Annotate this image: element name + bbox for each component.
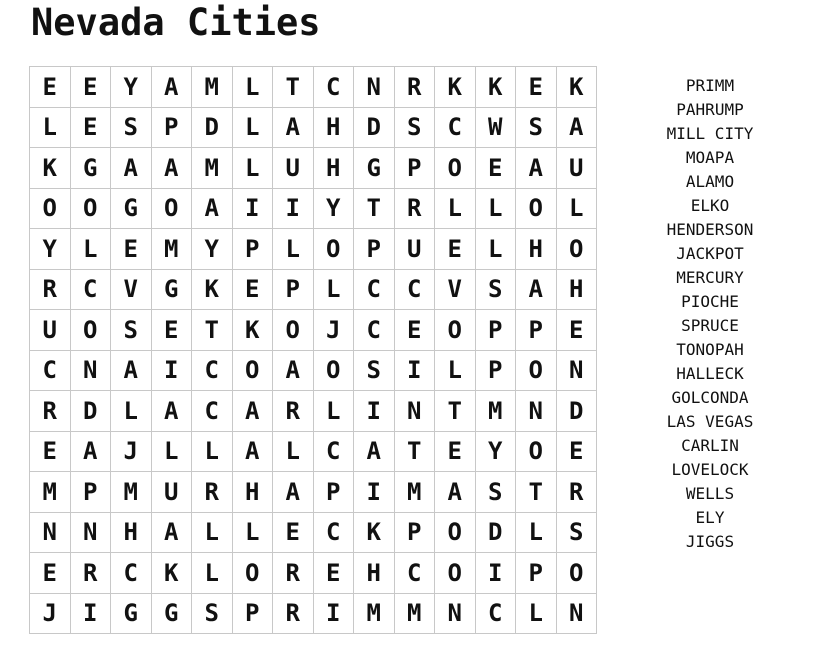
grid-cell[interactable]: C <box>435 107 476 148</box>
grid-cell[interactable]: N <box>516 391 557 432</box>
word-list-item: JACKPOT <box>676 244 744 263</box>
grid-cell[interactable]: C <box>394 553 435 594</box>
grid-cell[interactable]: K <box>151 553 192 594</box>
grid-cell[interactable]: A <box>273 107 314 148</box>
grid-cell[interactable]: R <box>556 472 597 513</box>
grid-cell[interactable]: K <box>192 269 233 310</box>
grid-cell[interactable]: N <box>30 512 71 553</box>
word-list-item: GOLCONDA <box>671 388 749 407</box>
grid-cell[interactable]: I <box>313 593 354 634</box>
grid-cell[interactable]: I <box>151 350 192 391</box>
grid-cell[interactable]: O <box>556 553 597 594</box>
grid-cell[interactable]: D <box>70 391 111 432</box>
grid-cell[interactable]: A <box>70 431 111 472</box>
grid-cell[interactable]: K <box>475 67 516 108</box>
grid-cell[interactable]: K <box>556 67 597 108</box>
grid-cell[interactable]: M <box>151 229 192 270</box>
grid-cell[interactable]: A <box>151 391 192 432</box>
grid-cell[interactable]: L <box>192 553 233 594</box>
grid-cell[interactable]: L <box>313 391 354 432</box>
grid-cell[interactable]: I <box>354 391 395 432</box>
grid-cell[interactable]: M <box>30 472 71 513</box>
grid-row <box>30 229 597 270</box>
grid-cell[interactable]: O <box>70 310 111 351</box>
grid-cell[interactable]: E <box>151 310 192 351</box>
grid-row <box>30 310 597 351</box>
grid-cell[interactable]: U <box>151 472 192 513</box>
grid-cell[interactable]: R <box>30 391 71 432</box>
grid-cell[interactable]: A <box>232 391 273 432</box>
grid-cell[interactable]: T <box>273 67 314 108</box>
grid-cell[interactable]: A <box>151 67 192 108</box>
grid-cell[interactable]: I <box>354 472 395 513</box>
grid-cell[interactable]: O <box>556 229 597 270</box>
grid-cell[interactable]: N <box>556 593 597 634</box>
grid-cell[interactable]: H <box>516 229 557 270</box>
grid-cell[interactable]: L <box>313 269 354 310</box>
grid-cell[interactable]: I <box>394 350 435 391</box>
grid-cell[interactable]: O <box>516 431 557 472</box>
grid-cell[interactable]: R <box>394 67 435 108</box>
grid-cell[interactable]: T <box>516 472 557 513</box>
grid-row <box>30 593 597 634</box>
grid-cell[interactable]: P <box>475 310 516 351</box>
grid-cell[interactable]: N <box>70 350 111 391</box>
grid-cell[interactable]: P <box>475 350 516 391</box>
grid-cell[interactable]: N <box>394 391 435 432</box>
word-list-item: LAS VEGAS <box>666 412 754 431</box>
grid-cell[interactable]: A <box>151 512 192 553</box>
word-list-item: TONOPAH <box>676 340 744 359</box>
grid-cell[interactable]: P <box>516 553 557 594</box>
grid-cell[interactable]: C <box>192 350 233 391</box>
grid-cell[interactable]: Y <box>313 188 354 229</box>
puzzle-title: Nevada Cities <box>31 1 321 44</box>
grid-cell[interactable]: O <box>273 310 314 351</box>
grid-cell[interactable]: K <box>354 512 395 553</box>
grid-row <box>30 431 597 472</box>
grid-cell[interactable]: E <box>232 269 273 310</box>
grid-cell[interactable]: O <box>435 512 476 553</box>
grid-cell[interactable]: G <box>111 188 152 229</box>
grid-cell[interactable]: G <box>151 593 192 634</box>
grid-cell[interactable]: Y <box>30 229 71 270</box>
grid-cell[interactable]: P <box>394 148 435 189</box>
grid-cell[interactable]: S <box>354 350 395 391</box>
grid-cell[interactable]: C <box>111 553 152 594</box>
grid-cell[interactable]: L <box>273 431 314 472</box>
grid-cell[interactable]: A <box>151 148 192 189</box>
grid-cell[interactable]: R <box>394 188 435 229</box>
grid-cell[interactable]: R <box>30 269 71 310</box>
grid-cell[interactable]: E <box>556 310 597 351</box>
grid-row <box>30 553 597 594</box>
grid-cell[interactable]: K <box>232 310 273 351</box>
grid-row <box>30 472 597 513</box>
grid-row <box>30 67 597 108</box>
grid-cell[interactable]: I <box>232 188 273 229</box>
grid-cell[interactable]: M <box>394 472 435 513</box>
grid-cell[interactable]: I <box>273 188 314 229</box>
grid-cell[interactable]: S <box>192 593 233 634</box>
grid-cell[interactable]: O <box>435 553 476 594</box>
grid-cell[interactable]: A <box>192 188 233 229</box>
grid-cell[interactable]: M <box>111 472 152 513</box>
grid-cell[interactable]: G <box>111 593 152 634</box>
grid-cell[interactable]: A <box>111 148 152 189</box>
grid-cell[interactable]: L <box>556 188 597 229</box>
grid-cell[interactable]: C <box>475 593 516 634</box>
grid-cell[interactable]: M <box>354 593 395 634</box>
word-list-item: PAHRUMP <box>676 100 744 119</box>
grid-cell[interactable]: P <box>232 593 273 634</box>
word-list <box>650 74 770 554</box>
grid-cell[interactable]: O <box>70 188 111 229</box>
grid-cell[interactable]: M <box>192 148 233 189</box>
grid-cell[interactable]: S <box>111 107 152 148</box>
grid-cell[interactable]: T <box>192 310 233 351</box>
grid-cell[interactable]: A <box>273 472 314 513</box>
grid-cell[interactable]: L <box>192 431 233 472</box>
grid-cell[interactable]: C <box>70 269 111 310</box>
grid-cell[interactable]: L <box>475 229 516 270</box>
grid-cell[interactable]: L <box>192 512 233 553</box>
grid-cell[interactable]: D <box>354 107 395 148</box>
grid-cell[interactable]: H <box>111 512 152 553</box>
grid-cell[interactable]: R <box>70 553 111 594</box>
grid-cell[interactable]: E <box>273 512 314 553</box>
word-list-item: PRIMM <box>685 76 735 95</box>
grid-cell[interactable]: A <box>111 350 152 391</box>
grid-cell[interactable]: R <box>273 391 314 432</box>
grid-cell[interactable]: V <box>435 269 476 310</box>
grid-cell[interactable]: E <box>30 553 71 594</box>
grid-cell[interactable]: A <box>435 472 476 513</box>
grid-cell[interactable]: O <box>435 148 476 189</box>
grid-cell[interactable]: L <box>70 229 111 270</box>
grid-cell[interactable]: G <box>151 269 192 310</box>
grid-cell[interactable]: E <box>516 67 557 108</box>
grid-row <box>30 350 597 391</box>
grid-cell[interactable]: C <box>192 391 233 432</box>
grid-cell[interactable]: A <box>516 269 557 310</box>
grid-cell[interactable]: O <box>151 188 192 229</box>
grid-cell[interactable]: A <box>556 107 597 148</box>
grid-cell[interactable]: E <box>394 310 435 351</box>
grid-cell[interactable]: P <box>151 107 192 148</box>
grid-cell[interactable]: H <box>556 269 597 310</box>
grid-cell[interactable]: S <box>475 472 516 513</box>
grid-cell[interactable]: D <box>475 512 516 553</box>
letter-grid <box>29 66 597 634</box>
grid-cell[interactable]: L <box>111 391 152 432</box>
grid-cell[interactable]: S <box>394 107 435 148</box>
word-list-item: HENDERSON <box>666 220 754 239</box>
grid-cell[interactable]: K <box>30 148 71 189</box>
grid-cell[interactable]: L <box>30 107 71 148</box>
grid-cell[interactable]: R <box>273 593 314 634</box>
grid-cell[interactable]: M <box>394 593 435 634</box>
grid-cell[interactable]: C <box>394 269 435 310</box>
grid-cell[interactable]: E <box>313 553 354 594</box>
grid-cell[interactable]: S <box>475 269 516 310</box>
grid-cell[interactable]: G <box>354 148 395 189</box>
grid-cell[interactable]: C <box>354 310 395 351</box>
grid-row <box>30 148 597 189</box>
grid-cell[interactable]: D <box>556 391 597 432</box>
grid-cell[interactable]: E <box>111 229 152 270</box>
grid-cell[interactable]: D <box>192 107 233 148</box>
grid-row <box>30 391 597 432</box>
grid-cell[interactable]: T <box>394 431 435 472</box>
grid-cell[interactable]: W <box>475 107 516 148</box>
word-list-item: WELLS <box>685 484 735 503</box>
grid-cell[interactable]: I <box>70 593 111 634</box>
grid-cell[interactable]: L <box>475 188 516 229</box>
grid-row <box>30 512 597 553</box>
grid-cell[interactable]: C <box>313 431 354 472</box>
word-list-item: MILL CITY <box>666 124 754 143</box>
grid-cell[interactable]: L <box>435 188 476 229</box>
grid-cell[interactable]: L <box>435 350 476 391</box>
word-list-item: JIGGS <box>685 532 735 551</box>
grid-cell[interactable]: E <box>435 229 476 270</box>
grid-row <box>30 107 597 148</box>
word-list-item: SPRUCE <box>681 316 739 335</box>
grid-cell[interactable]: R <box>192 472 233 513</box>
word-list-item: CARLIN <box>681 436 739 455</box>
grid-cell[interactable]: O <box>232 350 273 391</box>
grid-row <box>30 188 597 229</box>
grid-cell[interactable]: C <box>313 512 354 553</box>
grid-cell[interactable]: E <box>30 431 71 472</box>
grid-cell[interactable]: L <box>151 431 192 472</box>
grid-cell[interactable]: L <box>232 148 273 189</box>
grid-cell[interactable]: P <box>70 472 111 513</box>
grid-cell[interactable]: H <box>354 553 395 594</box>
grid-cell[interactable]: N <box>556 350 597 391</box>
grid-cell[interactable]: O <box>516 188 557 229</box>
grid-cell[interactable]: T <box>435 391 476 432</box>
grid-cell[interactable]: P <box>394 512 435 553</box>
word-list-item: PIOCHE <box>681 292 739 311</box>
word-list-item: ALAMO <box>685 172 735 191</box>
grid-cell[interactable]: P <box>273 269 314 310</box>
grid-cell[interactable]: O <box>516 350 557 391</box>
grid-cell[interactable]: Y <box>192 229 233 270</box>
grid-cell[interactable]: O <box>435 310 476 351</box>
grid-cell[interactable]: N <box>435 593 476 634</box>
grid-cell[interactable]: V <box>111 269 152 310</box>
grid-cell[interactable]: H <box>313 107 354 148</box>
grid-cell[interactable]: A <box>232 431 273 472</box>
grid-cell[interactable]: L <box>516 593 557 634</box>
grid-cell[interactable]: A <box>273 350 314 391</box>
grid-cell[interactable]: P <box>354 229 395 270</box>
word-list-item: ELY <box>695 508 725 527</box>
grid-cell[interactable]: O <box>313 350 354 391</box>
grid-cell[interactable]: L <box>516 512 557 553</box>
grid-cell[interactable]: M <box>192 67 233 108</box>
grid-cell[interactable]: L <box>273 229 314 270</box>
grid-cell[interactable]: O <box>313 229 354 270</box>
grid-cell[interactable]: J <box>30 593 71 634</box>
grid-cell[interactable]: E <box>475 148 516 189</box>
grid-cell[interactable]: U <box>30 310 71 351</box>
grid-cell[interactable]: P <box>516 310 557 351</box>
grid-cell[interactable]: I <box>475 553 516 594</box>
grid-cell[interactable]: U <box>273 148 314 189</box>
grid-cell[interactable]: A <box>354 431 395 472</box>
grid-cell[interactable]: H <box>232 472 273 513</box>
grid-cell[interactable]: A <box>516 148 557 189</box>
grid-row <box>30 269 597 310</box>
grid-cell[interactable]: G <box>70 148 111 189</box>
word-list-item: LOVELOCK <box>671 460 749 479</box>
grid-cell[interactable]: L <box>232 107 273 148</box>
grid-cell[interactable]: C <box>354 269 395 310</box>
word-list-item: HALLECK <box>676 364 744 383</box>
grid-cell[interactable]: L <box>232 512 273 553</box>
grid-cell[interactable]: E <box>70 107 111 148</box>
word-list-item: MERCURY <box>676 268 744 287</box>
grid-cell[interactable]: K <box>435 67 476 108</box>
grid-cell[interactable]: Y <box>111 67 152 108</box>
grid-cell[interactable]: O <box>232 553 273 594</box>
grid-cell[interactable]: J <box>111 431 152 472</box>
grid-cell[interactable]: C <box>313 67 354 108</box>
grid-cell[interactable]: P <box>232 229 273 270</box>
word-list-item: MOAPA <box>685 148 735 167</box>
grid-cell[interactable]: P <box>313 472 354 513</box>
grid-cell[interactable]: N <box>70 512 111 553</box>
grid-cell[interactable]: S <box>111 310 152 351</box>
grid-cell[interactable]: E <box>556 431 597 472</box>
grid-cell[interactable]: E <box>30 67 71 108</box>
grid-cell[interactable]: U <box>394 229 435 270</box>
grid-cell[interactable]: J <box>313 310 354 351</box>
grid-cell[interactable]: C <box>30 350 71 391</box>
grid-cell[interactable]: O <box>30 188 71 229</box>
grid-cell[interactable]: E <box>435 431 476 472</box>
grid-cell[interactable]: U <box>556 148 597 189</box>
grid-cell[interactable]: T <box>354 188 395 229</box>
grid-cell[interactable]: S <box>516 107 557 148</box>
grid-cell[interactable]: N <box>354 67 395 108</box>
grid-cell[interactable]: E <box>70 67 111 108</box>
grid-cell[interactable]: R <box>273 553 314 594</box>
grid-cell[interactable]: H <box>313 148 354 189</box>
grid-cell[interactable]: L <box>232 67 273 108</box>
word-list-item: ELKO <box>690 196 730 215</box>
grid-cell[interactable]: Y <box>475 431 516 472</box>
grid-cell[interactable]: S <box>556 512 597 553</box>
grid-cell[interactable]: M <box>475 391 516 432</box>
